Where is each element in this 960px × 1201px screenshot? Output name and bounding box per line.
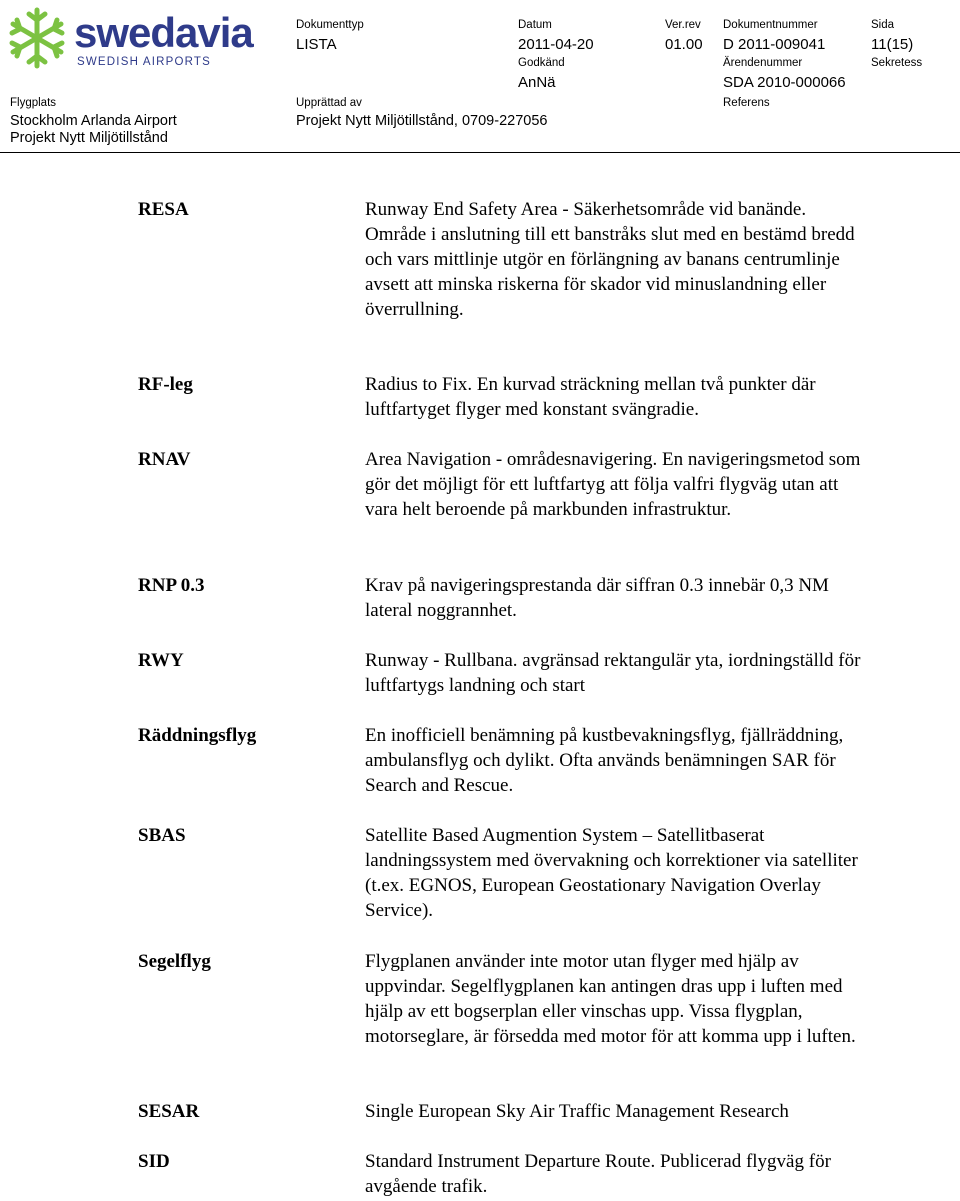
value-case-number: SDA 2010-000066 [723,74,846,91]
value-version: 01.00 [665,36,703,53]
term-rnav: RNAV [138,449,191,470]
definition-sid: Standard Instrument Departure Route. Publicerad flygväg för avgående trafik. [365,1151,831,1197]
term-rwy: RWY [138,650,184,671]
term-resa: RESA [138,199,189,220]
label-approved: Godkänd [518,57,565,69]
label-secrecy: Sekretess [871,57,923,69]
definition-rwy: Runway - Rullbana. avgränsad rektangulär yta, iordningställd för luftfartygs landning och start [365,650,861,696]
definition-raddningsflyg: En inofficiell benämning på kustbevakningsflyg, fjällräddning, ambulansflyg och dylikt. Ofta används benämningen SAR för Search and Rescue. [365,725,844,796]
swedavia-logo [4,4,253,72]
label-case-number: Ärendenummer [723,57,803,69]
value-prepared-by: Projekt Nytt Miljötillstånd, 0709-227056 [296,113,548,129]
value-doc-number: D 2011-009041 [723,36,826,53]
value-doc-type: LISTA [296,36,337,53]
snowflake-icon [4,4,70,72]
logo-wordmark: swedavia [74,9,253,56]
definition-rnav: Area Navigation - områdesnavigering. En navigeringsmetod som gör det möjligt för ett luftfartyg att följa valfri flygväg utan att vara helt beroende på markbunden infrastruktur. [365,449,861,520]
label-page: Sida [871,19,895,31]
value-date: 2011-04-20 [518,36,594,53]
definition-rnp: Krav på navigeringsprestanda där siffran 0.3 innebär 0,3 NM lateral noggrannhet. [365,575,829,621]
term-sesar: SESAR [138,1101,200,1122]
term-raddningsflyg: Räddningsflyg [138,725,257,746]
definition-resa: Runway End Safety Area - Säkerhetsområde vid banände. Område i anslutning till ett banstråks slut med en bestämd bredd och vars mittlinje utgör en förlängning av banans centrumlinje avsett att minska riskerna för skador vid minuslandning eller överrullning. [365,199,855,320]
term-sbas: SBAS [138,825,186,846]
label-doc-type: Dokumenttyp [296,19,364,31]
definition-segelflyg: Flygplanen använder inte motor utan flyger med hjälp av uppvindar. Segelflygplanen kan antingen dras upp i luften med hjälp av ett bogserplan eller vinschas upp. Vissa flygplan, motorseglare, är försedda med motor för att komma upp i luften. [365,951,856,1047]
term-sid: SID [138,1151,170,1172]
label-date: Datum [518,19,552,31]
definition-sesar: Single European Sky Air Traffic Management Research [365,1101,789,1122]
label-reference: Referens [723,97,770,109]
term-rf-leg: RF-leg [138,374,193,395]
label-version: Ver.rev [665,19,701,31]
value-airport: Stockholm Arlanda Airport [10,113,177,129]
definition-sbas: Satellite Based Augmention System – Satellitbaserat landningssystem med övervakning och korrektioner via satelliter (t.ex. EGNOS, European Geostationary Navigation Overlay Service). [365,825,858,921]
value-page: 11(15) [871,36,914,53]
value-approved: AnNä [518,74,556,91]
label-prepared-by: Upprättad av [296,97,362,109]
header-divider [0,152,960,153]
logo-tagline: SWEDISH AIRPORTS [77,56,212,68]
definition-rf-leg: Radius to Fix. En kurvad sträckning mellan två punkter där luftfartyget flyger med konstant svängradie. [365,374,816,420]
label-doc-number: Dokumentnummer [723,19,818,31]
value-airport-project: Projekt Nytt Miljötillstånd [10,130,168,146]
label-airport: Flygplats [10,97,57,109]
term-segelflyg: Segelflyg [138,951,211,972]
term-rnp: RNP 0.3 [138,575,205,596]
